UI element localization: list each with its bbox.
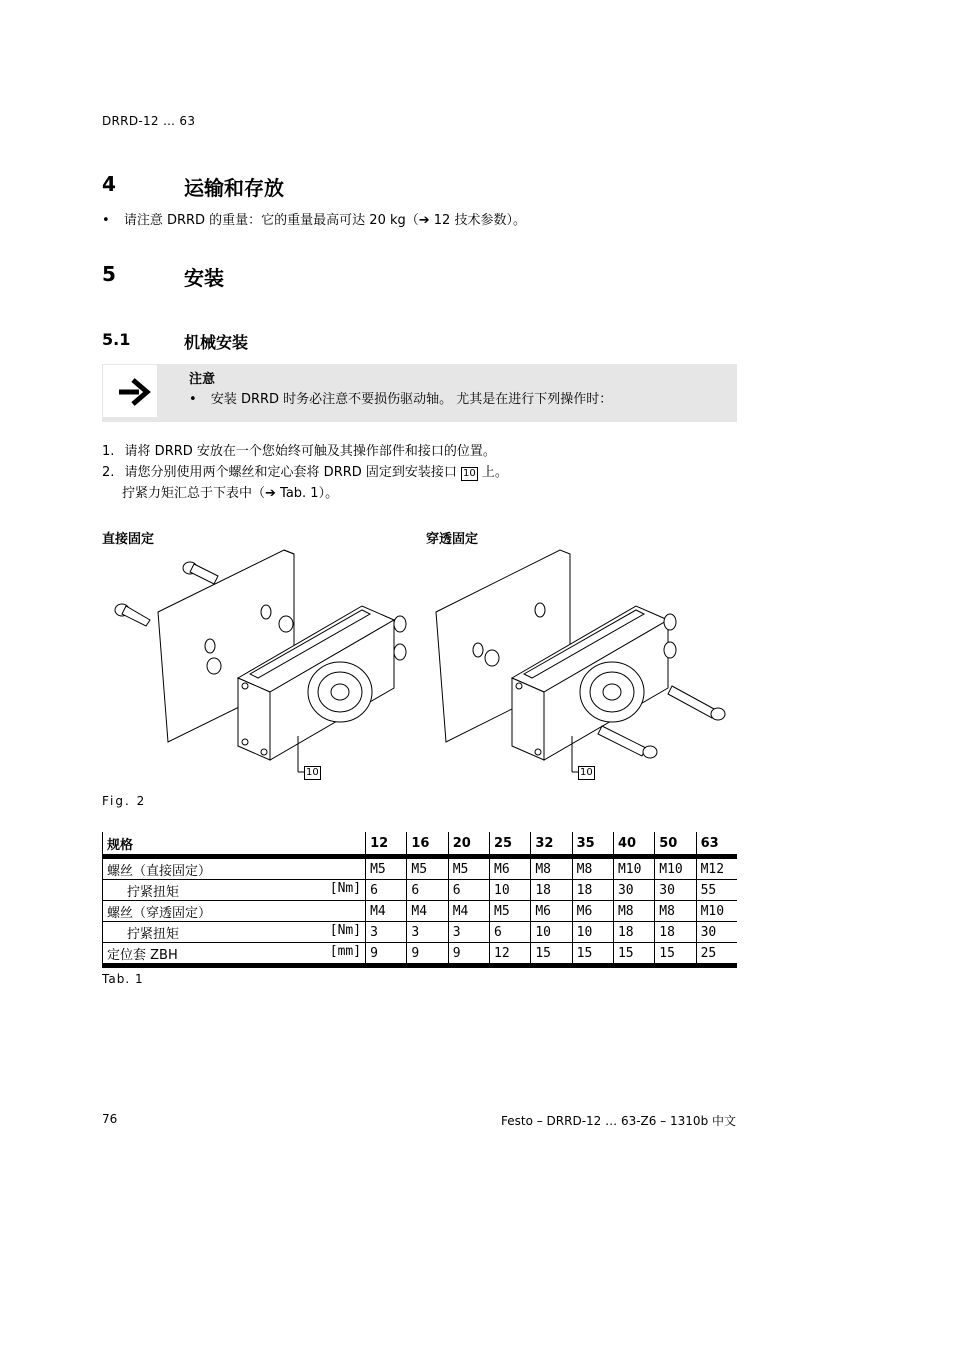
table-cell: 6 (366, 880, 407, 901)
table-cell: 9 (448, 943, 489, 966)
table-cell: M10 (696, 901, 737, 922)
step-text: 请您分别使用两个螺丝和定心套将 DRRD 固定到安装接口 (124, 465, 457, 480)
step-text: 请将 DRRD 安放在一个您始终可触及其操作部件和接口的位置。 (124, 444, 496, 459)
table-cell: 6 (407, 880, 448, 901)
table-row-label-cell (103, 901, 366, 922)
step-2-continuation: 拧紧力矩汇总于下表中（➔ Tab. 1）。 (122, 486, 339, 501)
table-cell: M5 (448, 857, 489, 880)
figure-left-ref: 10 (306, 767, 319, 778)
table-cell: 18 (655, 922, 696, 943)
table-row-label: 定位套 ZBH (107, 947, 178, 963)
figure-illustration (100, 546, 740, 786)
section-4-bullet (102, 209, 526, 228)
table-cell: M12 (696, 857, 737, 880)
footer-doc-id: Festo – DRRD-12 … 63-Z6 – 1310b 中文 (501, 1114, 736, 1128)
section-4-number: 4 (102, 172, 116, 196)
table-cell: M6 (572, 901, 613, 922)
table-cell: 3 (407, 922, 448, 943)
table-header-cell: 16 (407, 832, 448, 857)
table-caption: Tab. 1 (102, 972, 144, 986)
table-header-cell: 20 (448, 832, 489, 857)
table-cell: 15 (613, 943, 654, 966)
step-text-after: 上。 (481, 465, 508, 480)
table-cell: 18 (613, 922, 654, 943)
table-row-label-cell (103, 880, 366, 901)
table-cell: M8 (572, 857, 613, 880)
table-cell: M8 (655, 901, 696, 922)
table-cell: 25 (696, 943, 737, 966)
table-row-label: 螺丝（穿透固定） (107, 905, 212, 921)
table-row (103, 922, 738, 943)
section-5-number: 5 (102, 262, 116, 286)
table-cell: 10 (531, 922, 572, 943)
table-header-label: 规格 (103, 832, 366, 857)
running-header: DRRD-12 … 63 (102, 114, 196, 128)
table-cell: 15 (655, 943, 696, 966)
bullet-dot: • (102, 213, 110, 228)
table-row (103, 857, 738, 880)
section-5-1-title: 机械安装 (184, 333, 249, 352)
table-cell: M8 (613, 901, 654, 922)
table-cell: 9 (407, 943, 448, 966)
table-header-cell: 35 (572, 832, 613, 857)
step-1 (102, 440, 496, 459)
section-4-bullet-text: 请注意 DRRD 的重量：它的重量最高可达 20 kg（➔ 12 技术参数）。 (123, 213, 526, 228)
table-cell: M5 (366, 857, 407, 880)
table-cell: 10 (572, 922, 613, 943)
table-cell: 30 (613, 880, 654, 901)
table-row-label-cell (103, 943, 366, 966)
step-2 (102, 461, 508, 481)
table-cell: 3 (366, 922, 407, 943)
table-header-row (103, 832, 738, 857)
table-row (103, 943, 738, 966)
table-cell: 15 (531, 943, 572, 966)
table-row-label: 拧紧扭矩 (127, 884, 180, 900)
spec-table (102, 832, 737, 968)
section-5-title: 安装 (184, 266, 224, 290)
table-cell: 55 (696, 880, 737, 901)
table-row (103, 880, 738, 901)
figure-right-ref: 10 (580, 767, 593, 778)
table-row-label-cell (103, 857, 366, 880)
bullet-dot: • (189, 392, 197, 407)
table-row (103, 901, 738, 922)
notice-arrow-box (102, 364, 158, 418)
table-cell: M6 (490, 857, 531, 880)
section-5-1-number: 5.1 (102, 330, 131, 349)
table-cell: 18 (572, 880, 613, 901)
table-header-cell: 40 (613, 832, 654, 857)
table-cell: M5 (407, 857, 448, 880)
table-row-label: 螺丝（直接固定） (107, 863, 212, 879)
step-number: 2. (102, 465, 115, 480)
notice-bullet-text: 安装 DRRD 时务必注意不要损伤驱动轴。 尤其是在进行下列操作时： (210, 392, 613, 407)
table-cell: 12 (490, 943, 531, 966)
table-cell: 10 (490, 880, 531, 901)
table-cell: 15 (572, 943, 613, 966)
section-4-title: 运输和存放 (184, 176, 284, 200)
table-cell: M10 (613, 857, 654, 880)
table-cell: 9 (366, 943, 407, 966)
ref-box: 10 (463, 468, 476, 479)
table-cell: M10 (655, 857, 696, 880)
table-cell: 30 (696, 922, 737, 943)
table-cell: 18 (531, 880, 572, 901)
table-row-unit: [mm] (329, 943, 362, 959)
page-number: 76 (102, 1112, 118, 1126)
figure-right-title: 穿透固定 (426, 532, 479, 547)
table-cell: M4 (366, 901, 407, 922)
table-row-label-cell (103, 922, 366, 943)
table-cell: 3 (448, 922, 489, 943)
table-row-label: 拧紧扭矩 (127, 926, 180, 942)
table-cell: 30 (655, 880, 696, 901)
table-cell: M4 (407, 901, 448, 922)
figure-left-title: 直接固定 (102, 532, 155, 547)
table-header-cell: 25 (490, 832, 531, 857)
table-cell: M6 (531, 901, 572, 922)
table-cell: M5 (490, 901, 531, 922)
arrow-right-icon (103, 365, 159, 419)
table-header-cell: 12 (366, 832, 407, 857)
table-cell: M4 (448, 901, 489, 922)
table-header-cell: 32 (531, 832, 572, 857)
table-cell: M8 (531, 857, 572, 880)
table-header-cell: 50 (655, 832, 696, 857)
table-row-unit: [Nm] (329, 922, 362, 938)
notice-label: 注意 (189, 372, 216, 387)
notice-bullet (189, 388, 612, 407)
table-cell: 6 (448, 880, 489, 901)
step-number: 1. (102, 444, 115, 459)
table-cell: 6 (490, 922, 531, 943)
table-row-unit: [Nm] (329, 880, 362, 896)
table-header-cell: 63 (696, 832, 737, 857)
figure-caption: Fig. 2 (102, 794, 147, 808)
